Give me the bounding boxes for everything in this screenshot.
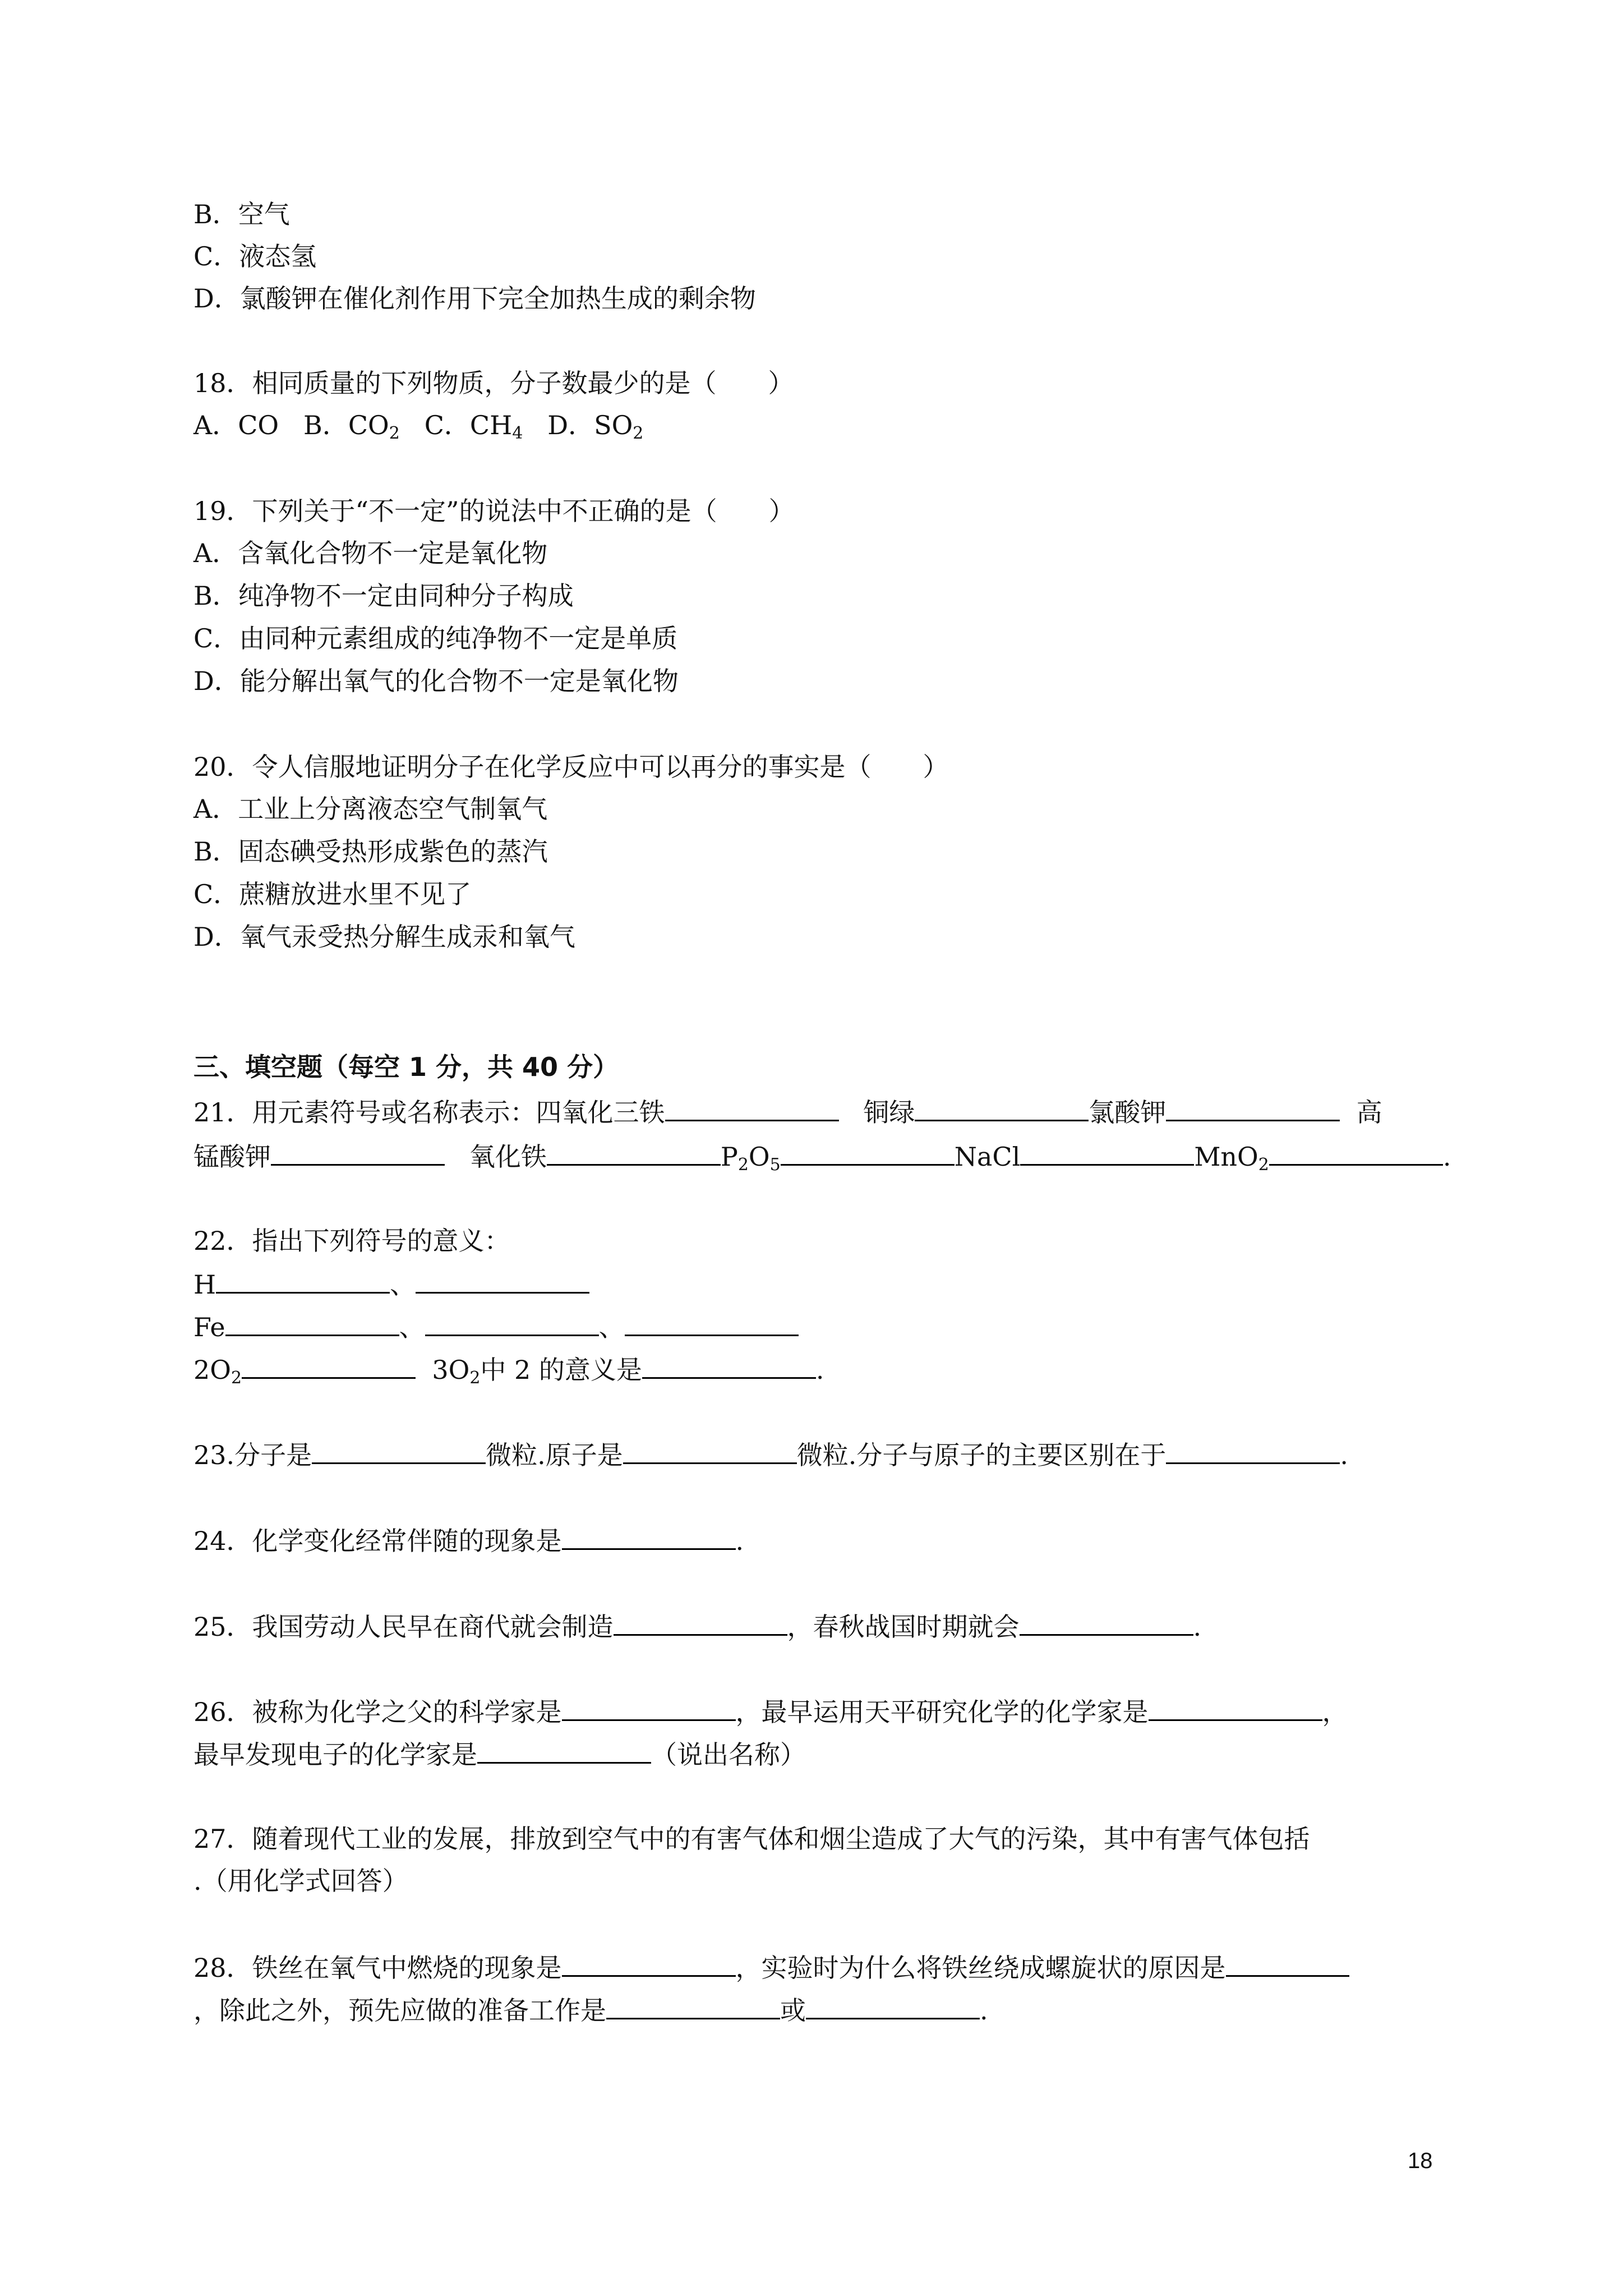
q21-line-1: 21．用元素符号或名称表示：四氧化三铁 铜绿 氯酸钾 高 bbox=[193, 1095, 1382, 1129]
page-number: 18 bbox=[1408, 2148, 1433, 2173]
q18-options bbox=[193, 409, 643, 443]
answer-blank[interactable] bbox=[225, 1310, 399, 1336]
q19-stem: 19．下列关于“不一定”的说法中不正确的是（ ） bbox=[193, 496, 795, 526]
q26-line-2: 最早发现电子的化学家是 （说出名称） bbox=[193, 1737, 806, 1771]
answer-blank[interactable] bbox=[1020, 1139, 1194, 1166]
q19-option-d: D．能分解出氧气的化合物不一定是氧化物 bbox=[193, 666, 679, 696]
q18-option-c: C．$CH_4$ bbox=[424, 410, 523, 443]
answer-blank[interactable] bbox=[606, 1993, 780, 2019]
answer-blank[interactable] bbox=[623, 1438, 797, 1464]
q17-option-d: D．氯酸钾在催化剂作用下完全加热生成的剩余物 bbox=[193, 283, 756, 314]
answer-blank[interactable] bbox=[242, 1352, 416, 1379]
answer-blank[interactable] bbox=[915, 1095, 1089, 1121]
answer-blank[interactable] bbox=[562, 1524, 736, 1550]
q20-option-b: B．固态碘受热形成紫色的蒸汽 bbox=[193, 836, 548, 867]
q25: 25．我国劳动人民早在商代就会制造 ，春秋战国时期就会 . bbox=[193, 1609, 1201, 1643]
q17-option-b: B．空气 bbox=[193, 199, 290, 229]
q19-option-a: A．含氧化合物不一定是氧化物 bbox=[193, 538, 548, 568]
answer-blank[interactable] bbox=[477, 1737, 651, 1764]
q19-option-c: C．由同种元素组成的纯净物不一定是单质 bbox=[193, 623, 678, 654]
q20-option-d: D．氧气汞受热分解生成汞和氧气 bbox=[193, 922, 575, 952]
answer-blank[interactable] bbox=[1020, 1609, 1193, 1636]
q20-option-a: A．工业上分离液态空气制氧气 bbox=[193, 794, 548, 824]
q18-option-d: D．$SO_2$ bbox=[547, 410, 644, 443]
answer-blank[interactable] bbox=[562, 1695, 736, 1721]
q18-option-b: B．$CO_2$ bbox=[303, 410, 400, 443]
q27-line-2: .（用化学式回答） bbox=[193, 1866, 408, 1896]
q24: 24．化学变化经常伴随的现象是 . bbox=[193, 1524, 744, 1557]
answer-blank[interactable] bbox=[1166, 1095, 1340, 1121]
q22-line-o2: $2O_2$ $3O_2$中 2 的意义是 . bbox=[193, 1352, 824, 1386]
section-3-heading: 三、填空题（每空 1 分，共 40 分） bbox=[193, 1052, 619, 1082]
q22-stem: 22．指出下列符号的意义： bbox=[193, 1226, 510, 1256]
answer-blank[interactable] bbox=[642, 1352, 816, 1379]
answer-blank[interactable] bbox=[781, 1139, 955, 1166]
answer-blank[interactable] bbox=[416, 1267, 589, 1294]
answer-blank[interactable] bbox=[625, 1310, 799, 1336]
q19-option-b: B．纯净物不一定由同种分子构成 bbox=[193, 581, 574, 611]
answer-blank[interactable] bbox=[806, 1993, 980, 2019]
q28-line-1: 28．铁丝在氧气中燃烧的现象是 ，实验时为什么将铁丝绕成螺旋状的原因是 bbox=[193, 1950, 1349, 1984]
q20-option-c: C．蔗糖放进水里不见了 bbox=[193, 879, 472, 909]
q27-line-1: 27．随着现代工业的发展，排放到空气中的有害气体和烟尘造成了大气的污染，其中有害气体包括 bbox=[193, 1824, 1310, 1854]
answer-blank[interactable] bbox=[1149, 1695, 1322, 1721]
q22-line-fe: Fe 、 、 bbox=[193, 1310, 799, 1343]
answer-blank[interactable] bbox=[425, 1310, 599, 1336]
answer-blank[interactable] bbox=[665, 1095, 839, 1121]
q17-option-c: C．液态氢 bbox=[193, 241, 317, 272]
answer-blank[interactable] bbox=[1269, 1139, 1443, 1166]
q28-line-2: ，除此之外，预先应做的准备工作是 或 . bbox=[193, 1993, 988, 2027]
q26-line-1: 26．被称为化学之父的科学家是 ，最早运用天平研究化学的化学家是 ， bbox=[193, 1695, 1348, 1728]
q18-stem: 18．相同质量的下列物质，分子数最少的是（ ） bbox=[193, 368, 794, 398]
answer-blank[interactable] bbox=[216, 1267, 390, 1294]
answer-blank[interactable] bbox=[562, 1950, 736, 1977]
answer-blank[interactable] bbox=[312, 1438, 486, 1464]
q22-line-h: H 、 bbox=[193, 1267, 589, 1301]
answer-blank[interactable] bbox=[614, 1609, 787, 1636]
answer-blank[interactable] bbox=[1166, 1438, 1340, 1464]
q20-stem: 20．令人信服地证明分子在化学反应中可以再分的事实是（ ） bbox=[193, 752, 949, 782]
q21-line-2: 锰酸钾 氧化铁 $P_2O_5$ NaCl MnO$_2$ . bbox=[193, 1139, 1451, 1173]
q18-option-a: A．CO bbox=[193, 410, 279, 440]
q23: 23.分子是 微粒.原子是 微粒.分子与原子的主要区别在于 . bbox=[193, 1438, 1348, 1471]
answer-blank[interactable] bbox=[271, 1139, 445, 1166]
answer-blank[interactable] bbox=[547, 1139, 721, 1166]
answer-blank[interactable] bbox=[1226, 1950, 1349, 1977]
